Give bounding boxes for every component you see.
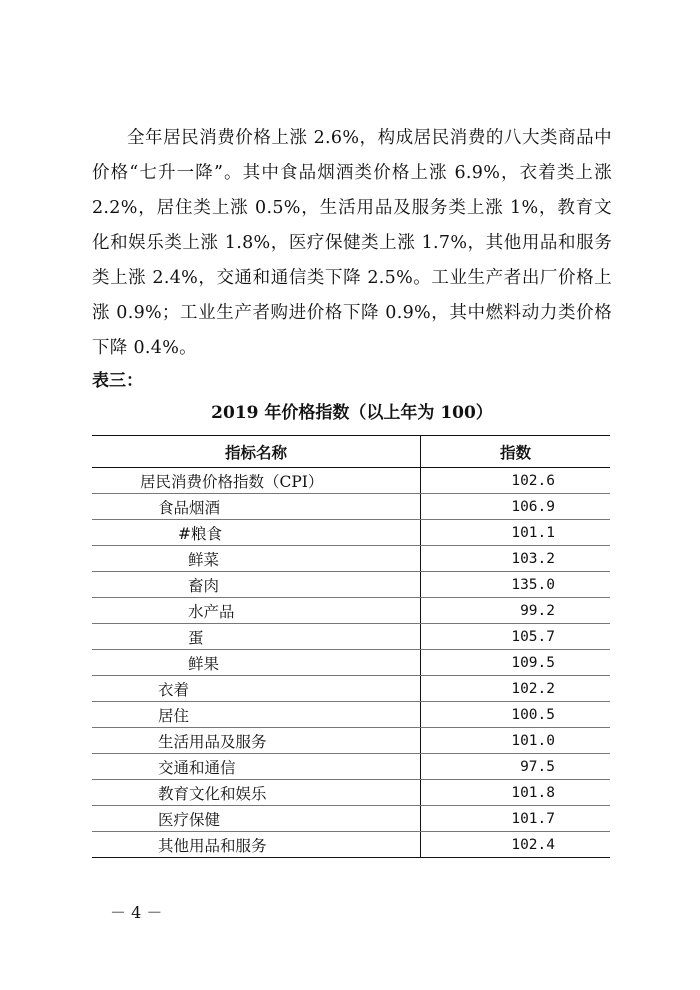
table-row	[92, 806, 610, 832]
table-row	[92, 832, 610, 858]
row-index-value: 101.1	[421, 520, 611, 546]
row-index-value: 99.2	[421, 598, 611, 624]
row-indicator-name: 鲜果	[92, 650, 421, 676]
table-row	[92, 468, 610, 494]
row-index-value: 103.2	[421, 546, 611, 572]
row-indicator-name: 食品烟酒	[92, 494, 421, 520]
table-row	[92, 780, 610, 806]
row-indicator-name: 畜肉	[92, 572, 421, 598]
row-indicator-name: #粮食	[92, 520, 421, 546]
table-body	[92, 468, 610, 858]
row-indicator-name: 衣着	[92, 676, 421, 702]
row-index-value: 102.6	[421, 468, 611, 494]
table-row	[92, 494, 610, 520]
header-index: 指数	[421, 436, 611, 468]
row-indicator-name: 交通和通信	[92, 754, 421, 780]
row-index-value: 135.0	[421, 572, 611, 598]
row-indicator-name: 蛋	[92, 624, 421, 650]
row-index-value: 100.5	[421, 702, 611, 728]
table-row	[92, 546, 610, 572]
table-title: 2019 年价格指数（以上年为 100）	[211, 403, 493, 423]
row-index-value: 102.2	[421, 676, 611, 702]
table-label: 表三：	[92, 371, 143, 391]
row-index-value: 101.8	[421, 780, 611, 806]
table-header-row	[92, 436, 610, 468]
row-index-value: 97.5	[421, 754, 611, 780]
row-index-value: 105.7	[421, 624, 611, 650]
table-row	[92, 728, 610, 754]
body-paragraph: 全年居民消费价格上涨 2.6%，构成居民消费的八大类商品中价格“七升一降”。其中食品烟酒类价格上涨 6.9%，衣着类上涨 2.2%，居住类上涨 0.5%，生活用品及服务类上涨 1%，教育文化和娱乐类上涨 1.8%，医疗保健类上涨 1.7%，其他用品和服务类上涨 2.4%，交通和通信类下降 2.5%。工业生产者出厂价格上涨 0.9%；工业生产者购进价格下降 0.9%，其中燃料动力类价格下降 0.4%。	[92, 128, 612, 358]
table-row	[92, 754, 610, 780]
row-indicator-name: 教育文化和娱乐	[92, 780, 421, 806]
row-indicator-name: 生活用品及服务	[92, 728, 421, 754]
row-indicator-name: 鲜菜	[92, 546, 421, 572]
row-indicator-name: 其他用品和服务	[92, 832, 421, 858]
row-indicator-name: 水产品	[92, 598, 421, 624]
row-index-value: 109.5	[421, 650, 611, 676]
table-row	[92, 598, 610, 624]
row-indicator-name: 居民消费价格指数（CPI）	[92, 468, 421, 494]
price-index-table	[92, 435, 610, 858]
row-indicator-name: 居住	[92, 702, 421, 728]
table-row	[92, 650, 610, 676]
table-row	[92, 676, 610, 702]
table-row	[92, 572, 610, 598]
row-index-value: 102.4	[421, 832, 611, 858]
row-index-value: 106.9	[421, 494, 611, 520]
page-number: － 4 －	[110, 903, 163, 922]
table-row	[92, 624, 610, 650]
row-index-value: 101.7	[421, 806, 611, 832]
table-row	[92, 520, 610, 546]
table-row	[92, 702, 610, 728]
header-indicator-name: 指标名称	[92, 436, 421, 468]
row-indicator-name: 医疗保健	[92, 806, 421, 832]
row-index-value: 101.0	[421, 728, 611, 754]
